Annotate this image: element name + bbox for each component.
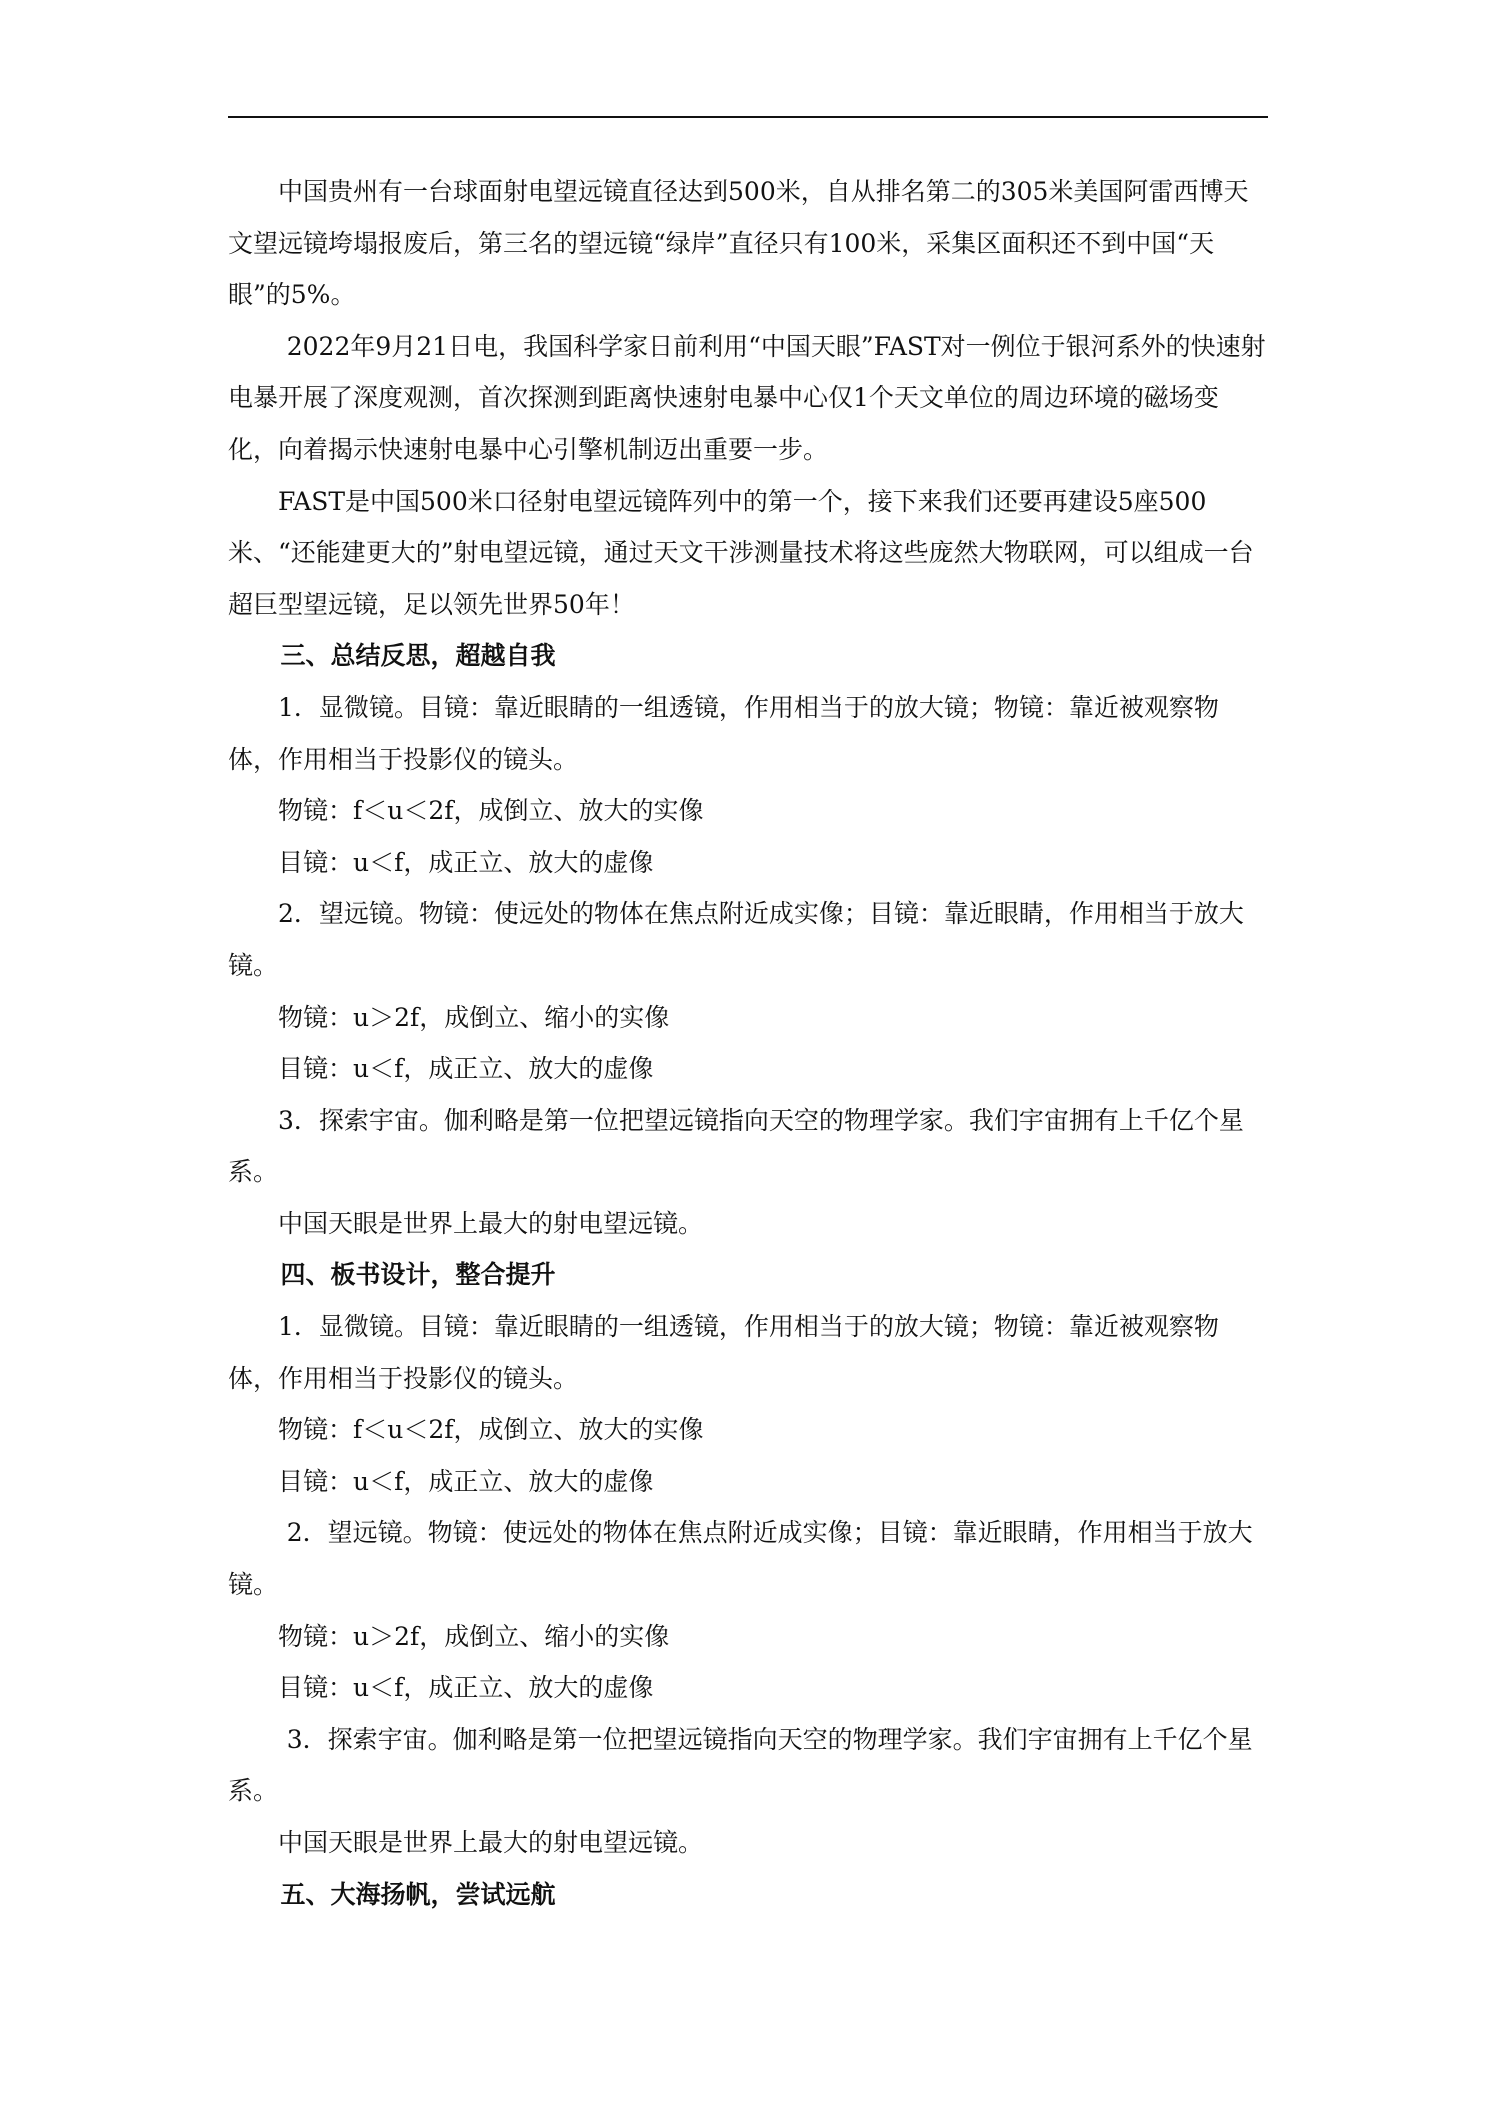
paragraph-fast-intro: 中国贵州有一台球面射电望远镜直径达到500米，自从排名第二的305米美国阿雷西博天文望远镜垮塌报废后，第三名的望远镜“绿岸”直径只有100米，采集区面积还不到中国“天眼”的5%。 [228, 177, 1249, 310]
section-heading-board-design: 四、板书设计，整合提升 [280, 1260, 556, 1290]
paragraph-fast-future: FAST是中国500米口径射电望远镜阵列中的第一个，接下来我们还要再建设5座500米、“还能建更大的”射电望远镜，通过天文干涉测量技术将这些庞然大物联网，可以组成一台超巨型望远镜，足以领先世界50年！ [228, 486, 1254, 619]
section-heading-summary: 三、总结反思，超越自我 [280, 641, 556, 671]
paragraph-telescope-objective: 物镜：u＞2f，成倒立、缩小的实像 [278, 1002, 670, 1032]
paragraph-telescope: 2．望远镜。物镜：使远处的物体在焦点附近成实像；目镜：靠近眼睛，作用相当于放大镜。 [228, 899, 1244, 980]
paragraph-fast-news: 2022年9月21日电，我国科学家日前利用“中国天眼”FAST对一例位于银河系外的快速射电暴开展了深度观测，首次探测到距离快速射电暴中心仅1个天文单位的周边环境的磁场变化，向着揭示快速射电暴中心引擎机制迈出重要一步。 [228, 331, 1266, 464]
paragraph-board-telescope: 2．望远镜。物镜：使远处的物体在焦点附近成实像；目镜：靠近眼睛，作用相当于放大镜。 [228, 1518, 1253, 1600]
paragraph-china-sky-eye: 中国天眼是世界上最大的射电望远镜。 [278, 1208, 704, 1238]
paragraph-board-telescope-objective: 物镜：u＞2f，成倒立、缩小的实像 [278, 1621, 670, 1651]
paragraph-board-china-sky-eye: 中国天眼是世界上最大的射电望远镜。 [278, 1828, 704, 1857]
paragraph-explore-universe: 3．探索宇宙。伽利略是第一位把望远镜指向天空的物理学家。我们宇宙拥有上千亿个星系。 [228, 1105, 1244, 1187]
paragraph-board-objective-formula: 物镜：f＜u＜2f，成倒立、放大的实像 [278, 1415, 704, 1445]
section-heading-sail: 五、大海扬帆，尝试远航 [280, 1879, 556, 1909]
paragraph-objective-formula: 物镜：f＜u＜2f，成倒立、放大的实像 [278, 796, 704, 826]
paragraph-board-eyepiece-formula: 目镜：u＜f，成正立、放大的虚像 [278, 1466, 654, 1496]
paragraph-eyepiece-formula: 目镜：u＜f，成正立、放大的虚像 [278, 847, 654, 877]
paragraph-board-microscope: 1．显微镜。目镜：靠近眼睛的一组透镜，作用相当于的放大镜；物镜：靠近被观察物体，作用相当于投影仪的镜头。 [228, 1312, 1219, 1393]
header-rule [228, 116, 1268, 118]
paragraph-board-telescope-eyepiece: 目镜：u＜f，成正立、放大的虚像 [278, 1673, 654, 1703]
paragraph-board-explore-universe: 3．探索宇宙。伽利略是第一位把望远镜指向天空的物理学家。我们宇宙拥有上千亿个星系。 [228, 1724, 1253, 1806]
document-body [228, 166, 1268, 1920]
paragraph-telescope-eyepiece: 目镜：u＜f，成正立、放大的虚像 [278, 1054, 654, 1084]
paragraph-microscope: 1．显微镜。目镜：靠近眼睛的一组透镜，作用相当于的放大镜；物镜：靠近被观察物体，作用相当于投影仪的镜头。 [228, 692, 1219, 774]
